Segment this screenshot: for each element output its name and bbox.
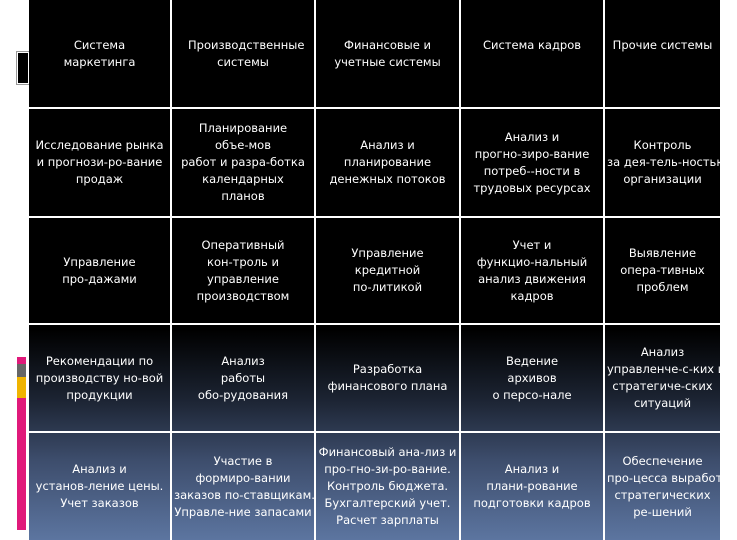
decorative-square xyxy=(17,52,29,84)
table-row xyxy=(29,217,720,324)
cell-text-line: работы xyxy=(220,370,266,385)
cell-text-line: Анализ и xyxy=(504,462,560,476)
cell-text-line: Планирование xyxy=(198,121,288,135)
table-row xyxy=(29,108,720,217)
table-cell xyxy=(171,324,315,432)
cell-text-line: про-гно-зи-ро-вание. xyxy=(324,462,451,476)
cell-text-line: о персо-нале xyxy=(492,387,572,402)
cell-text-line: производству но-вой xyxy=(35,370,164,385)
column-header xyxy=(29,0,171,108)
table-cell xyxy=(604,217,720,324)
table-cell xyxy=(29,108,171,217)
column-header xyxy=(171,0,315,108)
cell-text-line: про-цесса выработки xyxy=(607,470,737,485)
table-cell xyxy=(315,108,460,217)
table-cell xyxy=(460,108,604,217)
table-cell xyxy=(460,324,604,432)
decorative-bar-yellow xyxy=(17,377,26,398)
table-row xyxy=(29,432,720,540)
column-header xyxy=(604,0,720,108)
cell-text-line: кредитной xyxy=(354,263,421,277)
cell-text-line: формиро-вании xyxy=(195,470,291,485)
column-header xyxy=(315,0,460,108)
decorative-bar-gray xyxy=(17,364,26,377)
table-cell xyxy=(29,217,171,324)
cell-text-line: про-дажами xyxy=(62,271,137,286)
cell-text-line: стратегических xyxy=(614,487,711,502)
cell-text-line: денежных потоков xyxy=(329,172,446,186)
cell-text-line: Бухгалтерский учет. xyxy=(324,496,451,510)
column-header xyxy=(460,0,604,108)
cell-text-line: Участие в xyxy=(213,453,273,468)
cell-text-line: функцио-нальный xyxy=(476,254,588,269)
cell-text-line: прогно-зиро-вание xyxy=(474,146,590,161)
cell-text-line: проблем xyxy=(636,280,689,294)
table-cell xyxy=(171,108,315,217)
cell-text-line: управление xyxy=(207,271,279,286)
cell-text-line: управленче-с-ких и xyxy=(607,362,726,376)
cell-text-line: Управление xyxy=(351,246,424,260)
cell-text-line: плани-рование xyxy=(486,479,578,493)
cell-text-line: планирование xyxy=(343,155,432,169)
cell-text-line: кон-троль и xyxy=(207,254,279,269)
cell-text-line: анализ движения xyxy=(478,271,586,286)
table-cell xyxy=(29,324,171,432)
cell-text-line: Анализ и xyxy=(504,129,560,144)
cell-text-line: Учет заказов xyxy=(60,496,139,510)
cell-text-line: Финансовый ана-лиз и xyxy=(318,445,457,459)
cell-text-line: за дея-тель-ностью xyxy=(607,155,726,169)
table-cell xyxy=(29,432,171,540)
cell-text-line: работ и разра-ботка xyxy=(181,155,305,169)
column-header-label: Система маркетинга xyxy=(63,38,136,69)
cell-text-line: и прогнози-ро-вание xyxy=(36,155,163,169)
table-cell xyxy=(315,324,460,432)
cell-text-line: обо-рудования xyxy=(197,387,289,402)
header-row xyxy=(29,0,720,108)
table-row xyxy=(29,324,720,432)
cell-text-line: Контроль бюджета. xyxy=(326,479,449,493)
cell-text-line: Рекомендации по xyxy=(45,353,154,368)
systems-table xyxy=(29,0,737,540)
table-cell xyxy=(604,324,726,432)
table-cell xyxy=(171,432,315,540)
cell-text-line: трудовых ресурсах xyxy=(473,180,591,195)
cell-text-line: кадров xyxy=(510,288,554,303)
cell-text-line: Обеспечение xyxy=(622,453,703,468)
table-cell xyxy=(460,432,604,540)
table-cell xyxy=(315,217,460,324)
cell-text-line: заказов по-ставщикам. xyxy=(174,487,315,502)
cell-text-line: подготовки кадров xyxy=(473,496,591,510)
cell-text-line: Управле-ние запасами xyxy=(174,504,312,519)
cell-text-line: опера-тивных xyxy=(620,263,705,277)
decorative-bar-pink-top xyxy=(17,357,26,364)
column-header-label: Система кадров xyxy=(482,38,582,52)
cell-text-line: установ-ление цены. xyxy=(35,479,164,493)
cell-text-line: стратегиче-ских xyxy=(612,379,713,393)
table-cell xyxy=(604,432,737,540)
cell-text-line: планов xyxy=(221,189,265,203)
cell-text-line: производством xyxy=(196,288,290,303)
cell-text-line: Контроль xyxy=(633,138,692,152)
cell-text-line: Исследование рынка xyxy=(35,138,164,152)
cell-text-line: Управление xyxy=(63,254,136,269)
cell-text-line: Выявление xyxy=(628,246,697,260)
cell-text-line: Расчет зарплаты xyxy=(336,513,439,527)
cell-text-line: Анализ xyxy=(640,345,685,359)
cell-text-line: продаж xyxy=(75,172,124,186)
cell-text-line: Разработка xyxy=(352,362,423,376)
cell-text-line: Оперативный xyxy=(201,237,285,252)
cell-text-line: продукции xyxy=(66,387,133,402)
cell-text-line: Анализ и xyxy=(72,462,127,476)
table-cell xyxy=(460,217,604,324)
cell-text-line: архивов xyxy=(507,370,557,385)
cell-text-line: ситуаций xyxy=(633,396,692,410)
table-cell xyxy=(604,108,726,217)
column-header-label: Финансовые и учетные системы xyxy=(334,38,441,69)
cell-text-line: объе-мов xyxy=(215,138,271,152)
cell-text-line: потреб--ности в xyxy=(483,163,581,178)
cell-text-line: финансового плана xyxy=(327,379,448,393)
cell-text-line: по-литикой xyxy=(352,280,423,294)
cell-text-line: организации xyxy=(623,172,702,186)
cell-text-line: Анализ и xyxy=(360,138,415,152)
table-cell xyxy=(315,432,460,540)
cell-text-line: Анализ xyxy=(221,353,265,368)
decorative-bar-pink xyxy=(17,398,26,530)
column-header-label: Производственные системы xyxy=(188,38,305,69)
cell-text-line: календарных xyxy=(202,172,284,186)
table-cell xyxy=(171,217,315,324)
column-header-label: Прочие системы xyxy=(612,38,713,52)
systems-table-container xyxy=(29,0,737,540)
cell-text-line: Ведение xyxy=(505,353,559,368)
cell-text-line: ре-шений xyxy=(633,504,692,519)
cell-text-line: Учет и xyxy=(512,237,552,252)
